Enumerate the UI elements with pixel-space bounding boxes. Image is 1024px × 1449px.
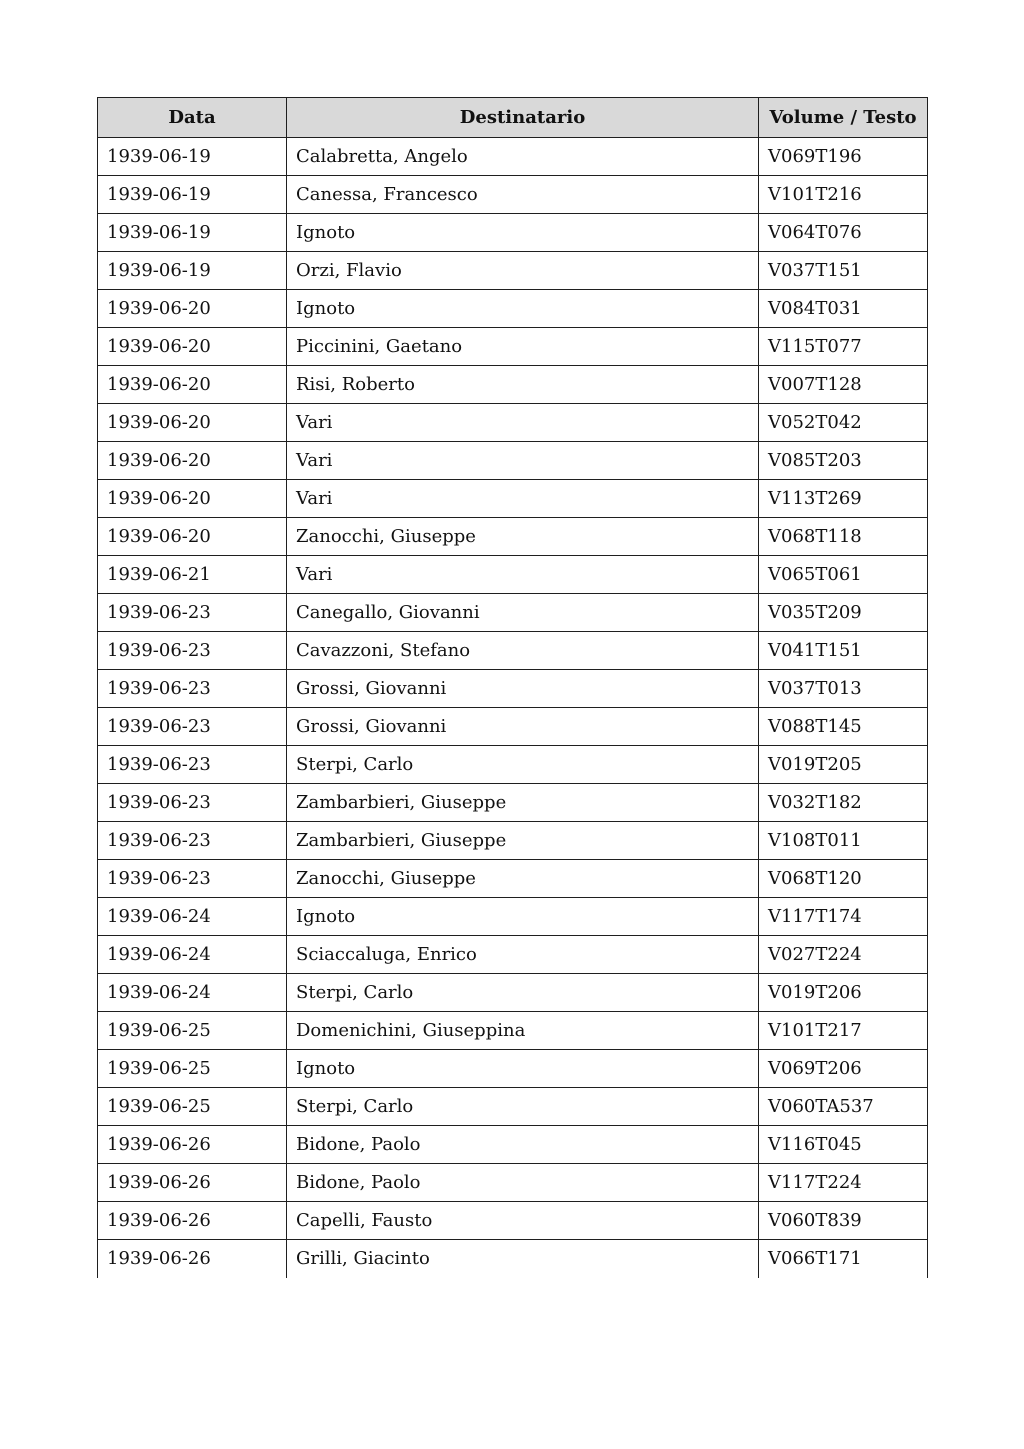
cell-destinatario: Vari: [287, 480, 759, 518]
cell-volume-testo: V060TA537: [759, 1088, 928, 1126]
table-row: [98, 1164, 928, 1202]
cell-data: 1939-06-20: [98, 328, 287, 366]
cell-destinatario: Capelli, Fausto: [287, 1202, 759, 1240]
cell-data: 1939-06-19: [98, 138, 287, 176]
cell-volume-testo: V113T269: [759, 480, 928, 518]
table-row: [98, 1202, 928, 1240]
table-row: [98, 1088, 928, 1126]
cell-volume-testo: V007T128: [759, 366, 928, 404]
cell-destinatario: Canessa, Francesco: [287, 176, 759, 214]
header-destinatario: Destinatario: [287, 98, 759, 138]
cell-destinatario: Cavazzoni, Stefano: [287, 632, 759, 670]
cell-data: 1939-06-25: [98, 1088, 287, 1126]
cell-data: 1939-06-20: [98, 404, 287, 442]
cell-data: 1939-06-25: [98, 1012, 287, 1050]
cell-data: 1939-06-20: [98, 366, 287, 404]
table-row: [98, 252, 928, 290]
cell-volume-testo: V019T206: [759, 974, 928, 1012]
header-volume-testo: Volume / Testo: [759, 98, 928, 138]
cell-volume-testo: V065T061: [759, 556, 928, 594]
cell-data: 1939-06-23: [98, 784, 287, 822]
table-header: [98, 98, 928, 138]
cell-volume-testo: V032T182: [759, 784, 928, 822]
cell-destinatario: Grossi, Giovanni: [287, 670, 759, 708]
cell-destinatario: Sterpi, Carlo: [287, 974, 759, 1012]
cell-destinatario: Grilli, Giacinto: [287, 1240, 759, 1278]
cell-destinatario: Ignoto: [287, 290, 759, 328]
cell-destinatario: Bidone, Paolo: [287, 1164, 759, 1202]
cell-data: 1939-06-24: [98, 898, 287, 936]
cell-volume-testo: V060T839: [759, 1202, 928, 1240]
table-row: [98, 632, 928, 670]
table-row: [98, 404, 928, 442]
cell-destinatario: Risi, Roberto: [287, 366, 759, 404]
cell-data: 1939-06-21: [98, 556, 287, 594]
cell-destinatario: Vari: [287, 442, 759, 480]
table-row: [98, 442, 928, 480]
cell-destinatario: Zanocchi, Giuseppe: [287, 860, 759, 898]
cell-data: 1939-06-20: [98, 442, 287, 480]
cell-volume-testo: V066T171: [759, 1240, 928, 1278]
table-row: [98, 480, 928, 518]
table-row: [98, 784, 928, 822]
table-row: [98, 974, 928, 1012]
cell-data: 1939-06-20: [98, 290, 287, 328]
table-row: [98, 1050, 928, 1088]
cell-destinatario: Grossi, Giovanni: [287, 708, 759, 746]
table-row: [98, 1012, 928, 1050]
cell-destinatario: Vari: [287, 404, 759, 442]
cell-destinatario: Zambarbieri, Giuseppe: [287, 784, 759, 822]
cell-volume-testo: V069T206: [759, 1050, 928, 1088]
cell-volume-testo: V101T217: [759, 1012, 928, 1050]
cell-volume-testo: V115T077: [759, 328, 928, 366]
table-row: [98, 898, 928, 936]
cell-destinatario: Zambarbieri, Giuseppe: [287, 822, 759, 860]
cell-data: 1939-06-23: [98, 746, 287, 784]
cell-destinatario: Ignoto: [287, 214, 759, 252]
cell-destinatario: Calabretta, Angelo: [287, 138, 759, 176]
header-row: [98, 98, 928, 138]
table-row: [98, 556, 928, 594]
cell-volume-testo: V117T174: [759, 898, 928, 936]
cell-destinatario: Sterpi, Carlo: [287, 746, 759, 784]
cell-destinatario: Sciaccaluga, Enrico: [287, 936, 759, 974]
cell-volume-testo: V037T013: [759, 670, 928, 708]
table-row: [98, 670, 928, 708]
letters-table: [97, 97, 928, 1278]
cell-destinatario: Zanocchi, Giuseppe: [287, 518, 759, 556]
cell-volume-testo: V052T042: [759, 404, 928, 442]
cell-data: 1939-06-20: [98, 518, 287, 556]
cell-destinatario: Orzi, Flavio: [287, 252, 759, 290]
table-body: [98, 138, 928, 1278]
table-row: [98, 518, 928, 556]
table-row: [98, 328, 928, 366]
table-row: [98, 1126, 928, 1164]
cell-data: 1939-06-26: [98, 1164, 287, 1202]
cell-volume-testo: V068T120: [759, 860, 928, 898]
cell-data: 1939-06-23: [98, 860, 287, 898]
cell-volume-testo: V117T224: [759, 1164, 928, 1202]
cell-destinatario: Piccinini, Gaetano: [287, 328, 759, 366]
cell-data: 1939-06-19: [98, 176, 287, 214]
table-row: [98, 138, 928, 176]
cell-data: 1939-06-25: [98, 1050, 287, 1088]
cell-data: 1939-06-23: [98, 670, 287, 708]
cell-destinatario: Sterpi, Carlo: [287, 1088, 759, 1126]
table-row: [98, 822, 928, 860]
cell-volume-testo: V116T045: [759, 1126, 928, 1164]
cell-volume-testo: V101T216: [759, 176, 928, 214]
cell-data: 1939-06-19: [98, 252, 287, 290]
cell-data: 1939-06-23: [98, 632, 287, 670]
table-row: [98, 366, 928, 404]
cell-volume-testo: V037T151: [759, 252, 928, 290]
cell-data: 1939-06-19: [98, 214, 287, 252]
table-row: [98, 214, 928, 252]
cell-volume-testo: V069T196: [759, 138, 928, 176]
cell-destinatario: Bidone, Paolo: [287, 1126, 759, 1164]
cell-data: 1939-06-26: [98, 1126, 287, 1164]
cell-data: 1939-06-23: [98, 708, 287, 746]
cell-volume-testo: V108T011: [759, 822, 928, 860]
cell-destinatario: Domenichini, Giuseppina: [287, 1012, 759, 1050]
cell-data: 1939-06-24: [98, 974, 287, 1012]
cell-volume-testo: V027T224: [759, 936, 928, 974]
header-data: Data: [98, 98, 287, 138]
table-row: [98, 1240, 928, 1278]
cell-destinatario: Canegallo, Giovanni: [287, 594, 759, 632]
table-row: [98, 936, 928, 974]
cell-volume-testo: V084T031: [759, 290, 928, 328]
cell-volume-testo: V068T118: [759, 518, 928, 556]
cell-data: 1939-06-23: [98, 594, 287, 632]
table-row: [98, 708, 928, 746]
cell-data: 1939-06-20: [98, 480, 287, 518]
table-row: [98, 176, 928, 214]
table-row: [98, 594, 928, 632]
cell-volume-testo: V064T076: [759, 214, 928, 252]
cell-destinatario: Ignoto: [287, 898, 759, 936]
cell-destinatario: Ignoto: [287, 1050, 759, 1088]
table-row: [98, 290, 928, 328]
cell-volume-testo: V041T151: [759, 632, 928, 670]
cell-volume-testo: V019T205: [759, 746, 928, 784]
cell-data: 1939-06-26: [98, 1202, 287, 1240]
cell-volume-testo: V035T209: [759, 594, 928, 632]
cell-volume-testo: V085T203: [759, 442, 928, 480]
cell-data: 1939-06-23: [98, 822, 287, 860]
cell-volume-testo: V088T145: [759, 708, 928, 746]
table-row: [98, 860, 928, 898]
cell-data: 1939-06-26: [98, 1240, 287, 1278]
cell-data: 1939-06-24: [98, 936, 287, 974]
table-row: [98, 746, 928, 784]
cell-destinatario: Vari: [287, 556, 759, 594]
